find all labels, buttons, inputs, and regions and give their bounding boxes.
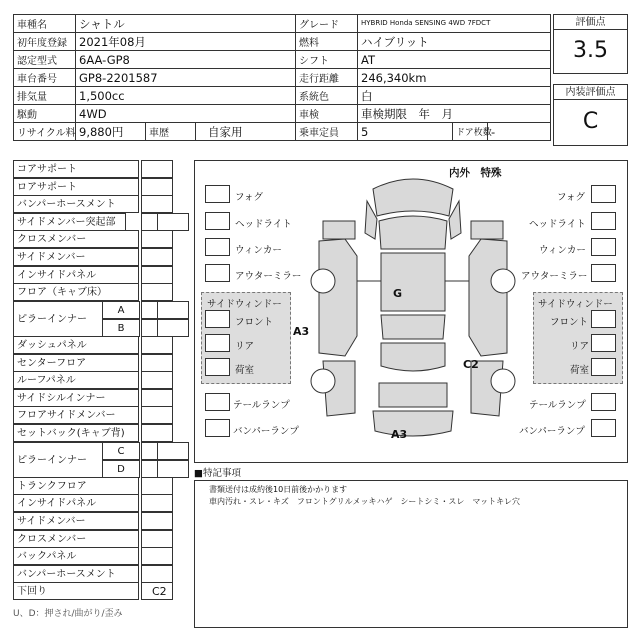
fog-right-box	[591, 185, 616, 203]
label-recycle: リサイクル料	[14, 123, 76, 141]
side-rear-right-label: リア	[570, 341, 590, 352]
value-recycle: 9,880円	[76, 123, 146, 141]
frame-check-box	[141, 547, 173, 565]
side-cargo-right-box	[591, 358, 616, 376]
panel-title: 内外 特殊	[449, 167, 502, 179]
value-chassis: GP8-2201587	[76, 69, 296, 87]
frame-item-label: フロアサイドメンバー	[13, 406, 139, 424]
frame-check-box	[141, 354, 173, 372]
tail-left-label: テールランプ	[233, 400, 290, 411]
side-front-left-label: フロント	[235, 317, 274, 328]
frame-check-box	[141, 336, 173, 354]
label-grade: グレード	[296, 15, 358, 33]
side-cargo-left-box	[205, 358, 230, 376]
label-doors: ドア枚数	[453, 123, 488, 141]
frame-item-label: ピラーインナー	[13, 442, 103, 478]
frame-item-label: サイドメンバー	[13, 512, 139, 530]
side-cargo-right-label: 荷室	[570, 365, 590, 376]
label-drive: 駆動	[14, 105, 76, 123]
frame-check-box	[141, 530, 173, 548]
frame-item-label: ダッシュパネル	[13, 336, 139, 354]
fog-left-label: フォグ	[235, 192, 264, 203]
frame-check-box	[141, 565, 173, 583]
frame-item-label: サイドメンバー突起部	[13, 213, 126, 231]
frame-check-box	[141, 160, 173, 178]
frame-check-box-secondary	[157, 213, 189, 231]
label-fuel: 燃料	[296, 33, 358, 51]
frame-item-label: センターフロア	[13, 354, 139, 372]
score-box	[553, 14, 628, 74]
value-mileage: 246,340km	[358, 69, 551, 87]
frame-item-label: クロスメンバー	[13, 230, 139, 248]
frame-check-box	[141, 283, 173, 301]
bumperlamp-right-label: バンパーランプ	[519, 426, 585, 437]
memo-box	[194, 480, 628, 628]
fog-left-box	[205, 185, 230, 203]
frame-item-label: インサイドパネル	[13, 266, 139, 284]
bumperlamp-right-box	[591, 419, 616, 437]
label-history: 車歴	[146, 123, 196, 141]
value-type: 6AA-GP8	[76, 51, 296, 69]
frame-check-box	[141, 389, 173, 407]
info-row	[14, 87, 551, 105]
value-inspection: 車検期限 年 月	[358, 105, 551, 123]
side-window-left-title: サイドウィンドー	[207, 299, 282, 310]
mark-right-side: C2	[463, 358, 479, 371]
frame-check-box	[141, 512, 173, 530]
side-rear-right-box	[591, 334, 616, 352]
frame-item-label: フロア（キャブ床）	[13, 283, 139, 301]
frame-check-box	[141, 406, 173, 424]
tail-right-box	[591, 393, 616, 411]
frame-item-label: クロスメンバー	[13, 530, 139, 548]
frame-item-label: ロアサポート	[13, 178, 139, 196]
info-row	[14, 105, 551, 123]
value-fuel: ハイブリット	[358, 33, 551, 51]
headlight-left-label: ヘッドライト	[235, 219, 292, 230]
memo-title: ■特記事項	[194, 468, 241, 479]
frame-check-box-secondary	[157, 319, 189, 337]
frame-check-box	[141, 230, 173, 248]
side-front-right-box	[591, 310, 616, 328]
memo-line-2: 車内汚れ・スレ・キズ フロントグリルメッキハゲ シートシミ・スレ マットキレ穴	[209, 497, 521, 506]
pillar-sub-label: C	[102, 442, 140, 460]
side-front-right-label: フロント	[550, 317, 589, 328]
score-label: 評価点	[554, 15, 627, 30]
frame-item-label: バックパネル	[13, 547, 139, 565]
frame-item-label: 下回り	[13, 582, 139, 600]
mark-roof: G	[393, 287, 403, 300]
mirror-right-box	[591, 264, 616, 282]
tail-right-label: テールランプ	[529, 400, 586, 411]
memo-line-1: 書類送付は成約後10日前後かかります	[209, 485, 348, 494]
label-shift: シフト	[296, 51, 358, 69]
bumperlamp-left-label: バンパーランプ	[233, 426, 299, 437]
label-first-reg: 初年度登録	[14, 33, 76, 51]
frame-item-label: バンパーホースメント	[13, 195, 139, 213]
pillar-sub-label: A	[102, 301, 140, 319]
frame-item-label: バンパーホースメント	[13, 565, 139, 583]
label-capacity: 乗車定員	[296, 123, 358, 141]
frame-check-box	[141, 178, 173, 196]
vehicle-info-table	[13, 14, 551, 141]
value-grade: HYBRID Honda SENSING 4WD 7FDCT	[358, 15, 551, 33]
headlight-right-label: ヘッドライト	[529, 219, 586, 230]
value-capacity: 5	[358, 123, 453, 141]
side-front-left-box	[205, 310, 230, 328]
turn-left-label: ウィンカー	[235, 245, 282, 256]
bumperlamp-left-box	[205, 419, 230, 437]
headlight-right-box	[591, 212, 616, 230]
fog-right-label: フォグ	[557, 192, 586, 203]
frame-item-label: セットバック(キャブ背)	[13, 424, 139, 442]
legend-text: U、D：押され/曲がり/歪み	[13, 609, 123, 619]
frame-check-box-secondary	[157, 460, 189, 478]
frame-check-box-secondary	[157, 301, 189, 319]
info-row	[14, 15, 551, 33]
frame-check-box	[141, 371, 173, 389]
interior-score-box	[553, 84, 628, 146]
turn-left-box	[205, 238, 230, 256]
frame-check-box	[141, 248, 173, 266]
label-model: 車種名	[14, 15, 76, 33]
value-displacement: 1,500cc	[76, 87, 296, 105]
frame-check-box	[141, 424, 173, 442]
frame-item-label: ルーフパネル	[13, 371, 139, 389]
undercarriage-value: C2	[152, 585, 167, 598]
value-model: シャトル	[76, 15, 296, 33]
value-first-reg: 2021年08月	[76, 33, 296, 51]
frame-check-box	[141, 266, 173, 284]
side-window-right-title: サイドウィンドー	[538, 299, 613, 310]
value-history: 自家用	[196, 123, 296, 141]
side-rear-left-box	[205, 334, 230, 352]
value-shift: AT	[358, 51, 551, 69]
label-type: 認定型式	[14, 51, 76, 69]
mirror-right-label: アウターミラー	[521, 271, 588, 282]
label-inspection: 車検	[296, 105, 358, 123]
label-mileage: 走行距離	[296, 69, 358, 87]
side-cargo-left-label: 荷室	[235, 365, 255, 376]
interior-score-label: 内装評価点	[554, 85, 627, 100]
frame-check-box	[141, 195, 173, 213]
mark-rear: A3	[391, 428, 408, 441]
value-drive: 4WD	[76, 105, 296, 123]
headlight-left-box	[205, 212, 230, 230]
exterior-panel	[194, 160, 628, 463]
label-color: 系統色	[296, 87, 358, 105]
mirror-left-label: アウターミラー	[235, 271, 302, 282]
value-color: 白	[358, 87, 551, 105]
label-displacement: 排気量	[14, 87, 76, 105]
mark-left-side: A3	[293, 325, 310, 338]
turn-right-box	[591, 238, 616, 256]
frame-item-label: サイドメンバー	[13, 248, 139, 266]
info-row	[14, 123, 551, 141]
frame-item-label: トランクフロア	[13, 477, 139, 495]
frame-item-label: コアサポート	[13, 160, 139, 178]
interior-score-value: C	[582, 109, 599, 134]
frame-item-label: ピラーインナー	[13, 301, 103, 337]
info-row	[14, 69, 551, 87]
frame-item-label: サイドシルインナー	[13, 389, 139, 407]
label-chassis: 車台番号	[14, 69, 76, 87]
turn-right-label: ウィンカー	[539, 245, 586, 256]
frame-item-label: インサイドパネル	[13, 494, 139, 512]
pillar-sub-label: B	[102, 319, 140, 337]
info-row	[14, 33, 551, 51]
score-value: 3.5	[573, 38, 608, 63]
side-rear-left-label: リア	[235, 341, 255, 352]
value-doors: -	[488, 123, 551, 141]
frame-check-box-secondary	[157, 442, 189, 460]
frame-check-box	[141, 477, 173, 495]
pillar-sub-label: D	[102, 460, 140, 478]
tail-left-box	[205, 393, 230, 411]
info-row	[14, 51, 551, 69]
mirror-left-box	[205, 264, 230, 282]
frame-check-box	[141, 494, 173, 512]
